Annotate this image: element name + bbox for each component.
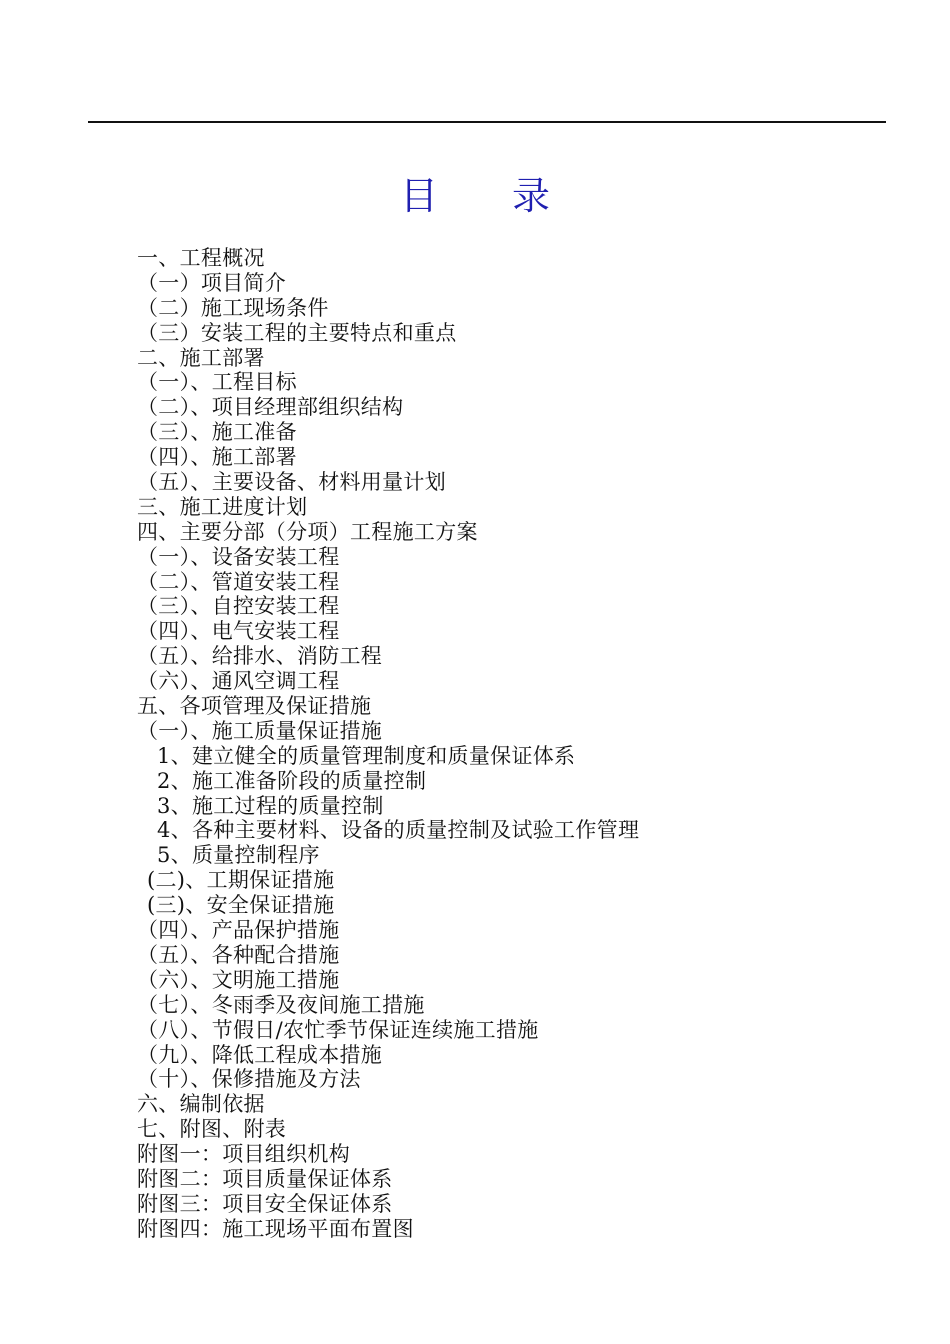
toc-entry: （六）、文明施工措施 (137, 967, 340, 992)
toc-entry: 1、建立健全的质量管理制度和质量保证体系 (157, 743, 576, 768)
toc-entry: 5、质量控制程序 (157, 843, 320, 868)
toc-entry: (三)、安全保证措施 (147, 893, 335, 918)
toc-entry: （三）、施工准备 (137, 420, 297, 445)
toc-entry: （三）安装工程的主要特点和重点 (137, 320, 457, 345)
toc-entry: 三、施工进度计划 (137, 494, 308, 519)
toc-entry: 附图三：项目安全保证体系 (137, 1191, 393, 1216)
toc-entry: （五）、主要设备、材料用量计划 (137, 470, 446, 495)
toc-entry: (二)、工期保证措施 (147, 868, 335, 893)
toc-entry: 3、施工过程的质量控制 (157, 793, 384, 818)
toc-entry: 附图四：施工现场平面布置图 (137, 1216, 414, 1241)
toc-entry: （八）、节假日/农忙季节保证连续施工措施 (137, 1017, 539, 1042)
toc-entry: （一）、设备安装工程 (137, 544, 340, 569)
header-rule (88, 121, 886, 123)
toc-entry: （一）项目简介 (137, 270, 287, 295)
toc-entry: （五）、给排水、消防工程 (137, 644, 383, 669)
title-char-lu: 录 (512, 174, 551, 218)
toc-entry: （一）、施工质量保证措施 (137, 718, 383, 743)
toc-entry: （九）、降低工程成本措施 (137, 1042, 383, 1067)
toc-entry: （十）、保修措施及方法 (137, 1067, 361, 1092)
toc-entry: 六、编制依据 (137, 1092, 265, 1117)
toc-entry: （五）、各种配合措施 (137, 942, 340, 967)
toc-entry: （四）、产品保护措施 (137, 918, 340, 943)
toc-entry: （四）、电气安装工程 (137, 619, 340, 644)
toc-entry: 四、主要分部（分项）工程施工方案 (137, 519, 478, 544)
toc-entry: 二、施工部署 (137, 345, 265, 370)
toc-entry: （二）、项目经理部组织结构 (137, 395, 404, 420)
page-title (0, 174, 950, 222)
table-of-contents (137, 246, 639, 1242)
title-char-mu: 目 (400, 174, 439, 218)
toc-entry: 一、工程概况 (137, 246, 265, 270)
toc-entry: 五、各项管理及保证措施 (137, 694, 372, 719)
toc-entry: 2、施工准备阶段的质量控制 (157, 768, 427, 793)
toc-entry: 附图二：项目质量保证体系 (137, 1166, 393, 1191)
toc-entry: 七、附图、附表 (137, 1117, 287, 1142)
toc-entry: （一）、工程目标 (137, 370, 297, 395)
toc-entry: 附图一：项目组织机构 (137, 1142, 350, 1167)
toc-entry: （三）、自控安装工程 (137, 594, 340, 619)
toc-entry: （二）、管道安装工程 (137, 569, 340, 594)
toc-entry: （六）、通风空调工程 (137, 669, 340, 694)
toc-entry: （七）、冬雨季及夜间施工措施 (137, 992, 425, 1017)
toc-entry: （四）、施工部署 (137, 445, 297, 470)
toc-entry: （二）施工现场条件 (137, 295, 329, 320)
toc-entry: 4、各种主要材料、设备的质量控制及试验工作管理 (157, 818, 640, 843)
